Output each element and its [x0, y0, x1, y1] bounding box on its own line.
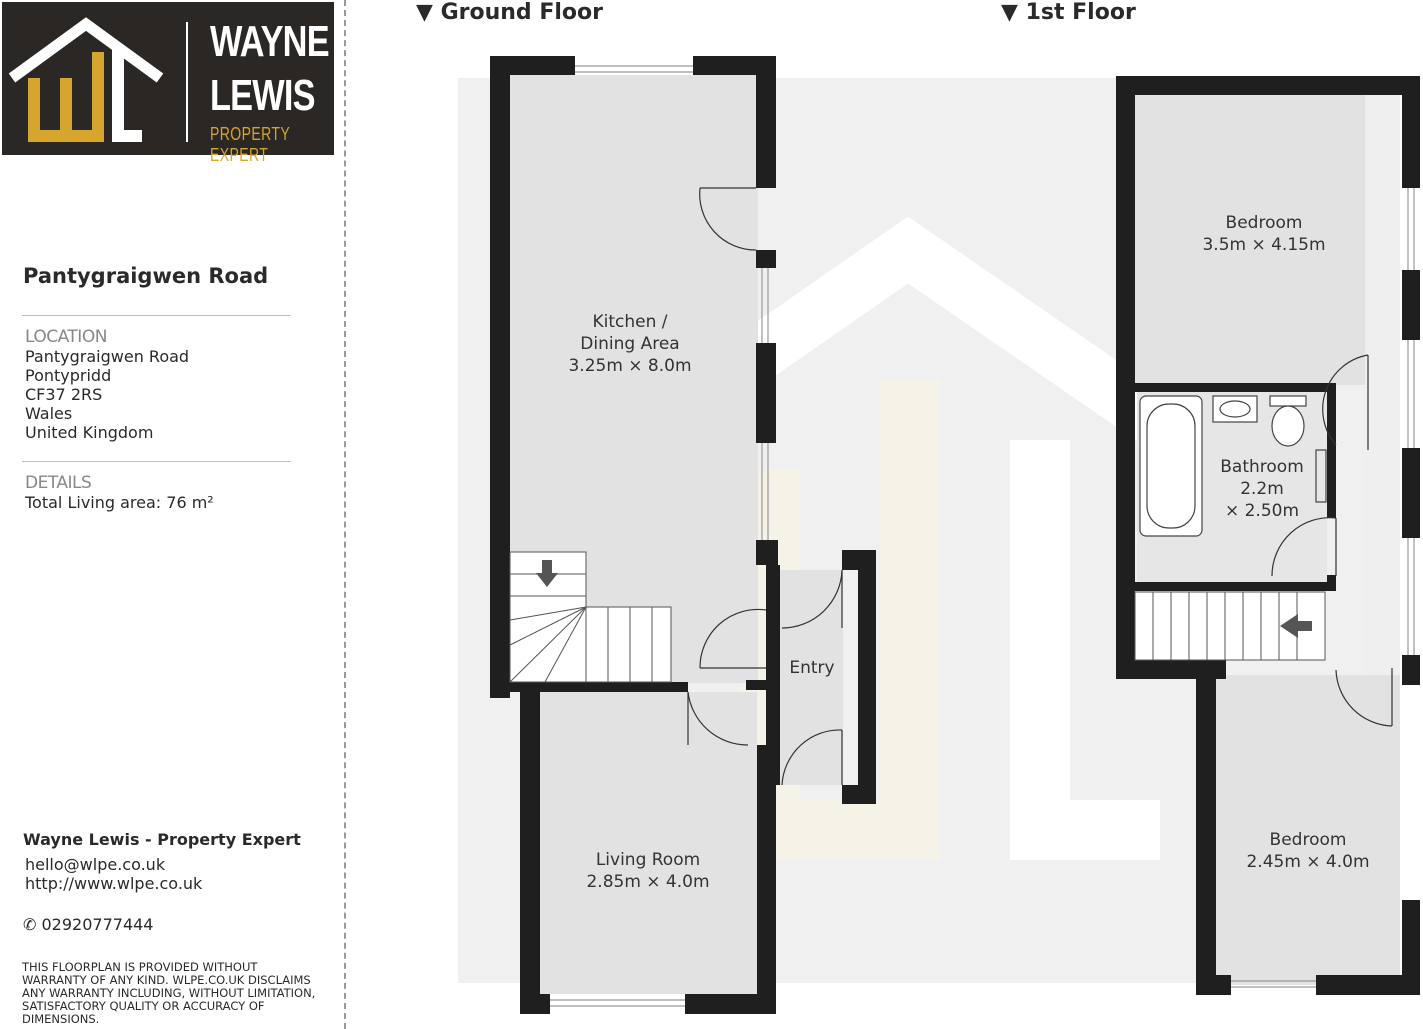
agent-name: Wayne Lewis - Property Expert: [23, 830, 301, 849]
website-link[interactable]: http://www.wlpe.co.uk: [25, 874, 203, 893]
toilet-icon: [1270, 396, 1306, 406]
room-dimensions: 2.85m × 4.0m: [586, 872, 710, 892]
address-line: CF37 2RS: [25, 385, 103, 404]
details-heading: DETAILS: [25, 473, 92, 493]
room-dimensions: 3.5m × 4.15m: [1202, 235, 1326, 255]
address-line: Pantygraigwen Road: [25, 347, 190, 366]
kitchen-label: [540, 311, 720, 377]
first-floor-label: ▼ 1st Floor: [1001, 0, 1136, 25]
entry-label: [772, 657, 852, 679]
bedroom-2-label: [1218, 829, 1398, 873]
room-name: Bathroom: [1220, 457, 1304, 477]
living-area-text: Total Living area: 76 m²: [25, 493, 214, 512]
room-name: Living Room: [595, 850, 701, 870]
location-heading: LOCATION: [25, 327, 107, 347]
bedroom-1-label: [1174, 212, 1354, 256]
address-line: Wales: [25, 404, 73, 423]
living-room-label: [558, 849, 738, 893]
room-name: Kitchen /: [592, 312, 668, 332]
disclaimer: THIS FLOORPLAN IS PROVIDED WITHOUT WARRANTY OF ANY KIND. WLPE.CO.UK DISCLAIMS ANY WARRANTY INCLUDING, WITHOUT LIMITATION, SATISFACTORY QUALITY OR ACCURACY OF DIMENSIONS.: [22, 960, 316, 1026]
room-name: Entry: [789, 658, 835, 678]
room-name: Bedroom: [1225, 213, 1303, 233]
address-line: Pontypridd: [25, 366, 112, 385]
phone-number[interactable]: 02920777444: [41, 915, 154, 934]
living-room: [540, 692, 757, 994]
email-link[interactable]: hello@wlpe.co.uk: [25, 855, 166, 874]
phone-icon: ✆: [23, 915, 37, 934]
property-title: Pantygraigwen Road: [23, 264, 269, 288]
room-dimensions: × 2.50m: [1224, 501, 1300, 521]
room-dimensions: 3.25m × 8.0m: [568, 356, 692, 376]
bathroom-label: [1202, 456, 1322, 522]
room-dimensions: 2.2m: [1240, 479, 1284, 499]
ground-floor-label: ▼ Ground Floor: [416, 0, 603, 25]
address-line: United Kingdom: [25, 423, 154, 442]
brand-name-line2: LEWIS: [210, 71, 315, 120]
room-name: Dining Area: [580, 334, 680, 354]
brand-tagline: PROPERTY EXPERT: [210, 124, 290, 165]
brand-name-line1: WAYNE: [210, 17, 329, 66]
room-dimensions: 2.45m × 4.0m: [1246, 852, 1370, 872]
room-name: Bedroom: [1269, 830, 1347, 850]
living-room-window: [550, 1000, 685, 1006]
first-floor-stairs: [1135, 592, 1325, 660]
